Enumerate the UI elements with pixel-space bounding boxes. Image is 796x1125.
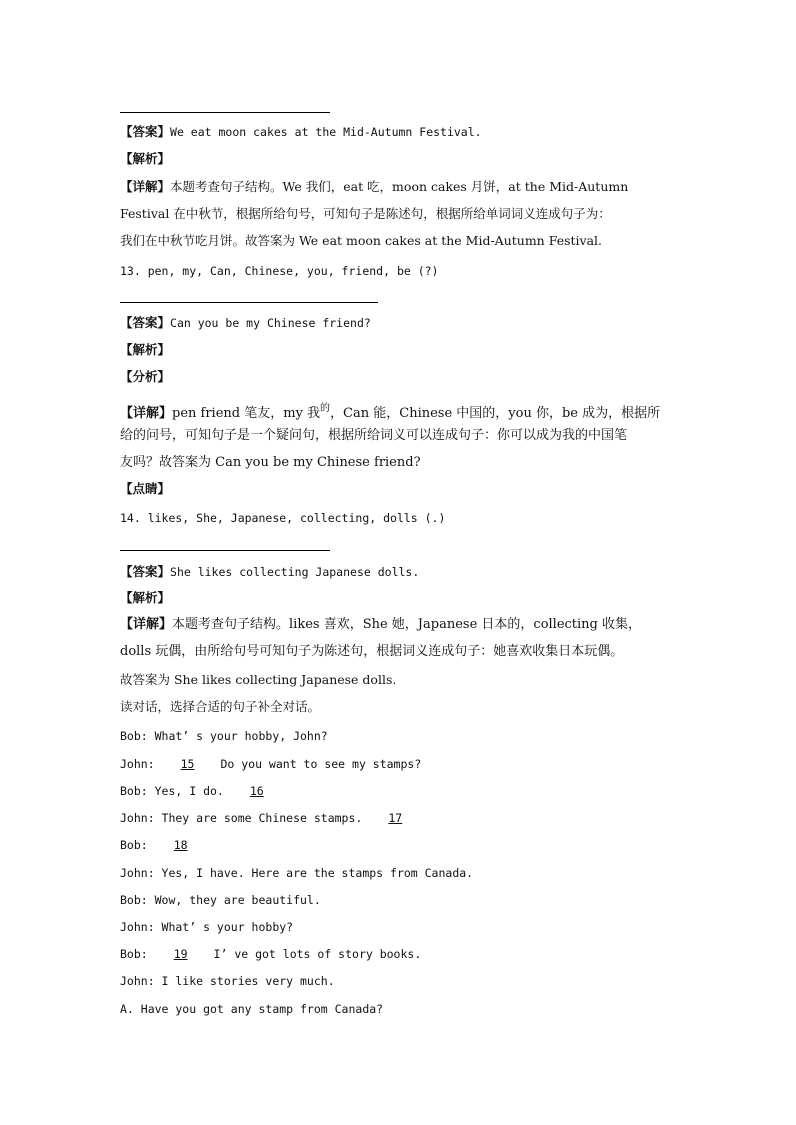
dialogue-instruction: 读对话，选择合适的句子补全对话。 [120, 699, 321, 714]
q13-detail-line3: 友吗？故答案为 Can you be my Chinese friend? [120, 455, 421, 470]
blank-18: 18 [173, 838, 188, 852]
blank-17: 17 [388, 811, 403, 825]
q14-answer: 【答案】She likes collecting Japanese dolls. [120, 564, 420, 579]
q13-detail-line2: 给的问号，可知句子是一个疑问句，根据所给词义可以连成句子：你可以成为我的中国笔 [120, 428, 628, 443]
dialogue-line: Bob: 18 [120, 837, 207, 853]
q14-prompt: 14. likes, She, Japanese, collecting, dolls (.) [120, 511, 446, 525]
q13-prompt: 13. pen, my, Can, Chinese, you, friend, be (?) [120, 264, 439, 278]
answer-line [120, 302, 378, 303]
analysis-tag: 【解析】 [120, 342, 171, 357]
q13-answer: 【答案】Can you be my Chinese friend? [120, 315, 371, 330]
dialogue-line: John: They are some Chinese stamps. 17 [120, 810, 421, 826]
q14-detail-line3: 故答案为 She likes collecting Japanese dolls. [120, 672, 397, 687]
dialogue-line: Bob: What’ s your hobby, John? [120, 729, 328, 743]
answer-tag: 【答案】 [120, 564, 171, 579]
detail-tag: 【详解】 [120, 179, 171, 194]
dialogue-line: John: Yes, I have. Here are the stamps from Canada. [120, 866, 474, 880]
fenxi-tag: 【分析】 [120, 369, 171, 384]
q14-detail-line2: dolls 玩偶，由所给句号可知句子为陈述句，根据词义连成句子：她喜欢收集日本玩偶。 [120, 644, 624, 659]
dialogue-line: John: I like stories very much. [120, 974, 335, 988]
analysis-tag: 【解析】 [120, 151, 171, 166]
q12-answer: 【答案】We eat moon cakes at the Mid-Autumn Festival. [120, 124, 482, 139]
dialogue-line: John: What’ s your hobby? [120, 920, 294, 934]
blank-16: 16 [249, 784, 264, 798]
dianjing-tag: 【点睛】 [120, 481, 171, 496]
blank-15: 15 [180, 757, 195, 771]
analysis-tag: 【解析】 [120, 590, 171, 605]
answer-tag: 【答案】 [120, 315, 171, 330]
option-a: A. Have you got any stamp from Canada? [120, 1002, 384, 1016]
dialogue-line: Bob: Wow, they are beautiful. [120, 893, 321, 907]
q12-detail-line2: Festival 在中秋节，根据所给句号，可知句子是陈述句，根据所给单词词义连成句子为： [120, 206, 611, 221]
q14-detail-line1: 【详解】本题考查句子结构。likes 喜欢，She 她，Japanese 日本的，collecting 收集， [120, 617, 642, 632]
answer-tag: 【答案】 [120, 124, 171, 139]
dialogue-line: John: 15 Do you want to see my stamps? [120, 757, 422, 771]
answer-line [120, 112, 330, 113]
q13-detail-line1: 【详解】pen friend 笔友，my 我$^的$，Can 能，Chinese 中国的，you 你，be 成为，根据所 [120, 403, 661, 421]
blank-19: 19 [173, 947, 188, 961]
q12-detail-line3: 我们在中秋节吃月饼。故答案为 We eat moon cakes at the Mid-Autumn Festival. [120, 233, 603, 248]
q12-detail-line1: 【详解】本题考查句子结构。We 我们，eat 吃，moon cakes 月饼，at the Mid-Autumn [120, 179, 629, 194]
detail-tag: 【详解】 [120, 406, 173, 421]
answer-line [120, 550, 330, 551]
detail-tag: 【详解】 [120, 617, 173, 632]
dialogue-line: Bob: 19 I’ ve got lots of story books. [120, 947, 422, 961]
dialogue-line: Bob: Yes, I do. 16 [120, 783, 283, 799]
